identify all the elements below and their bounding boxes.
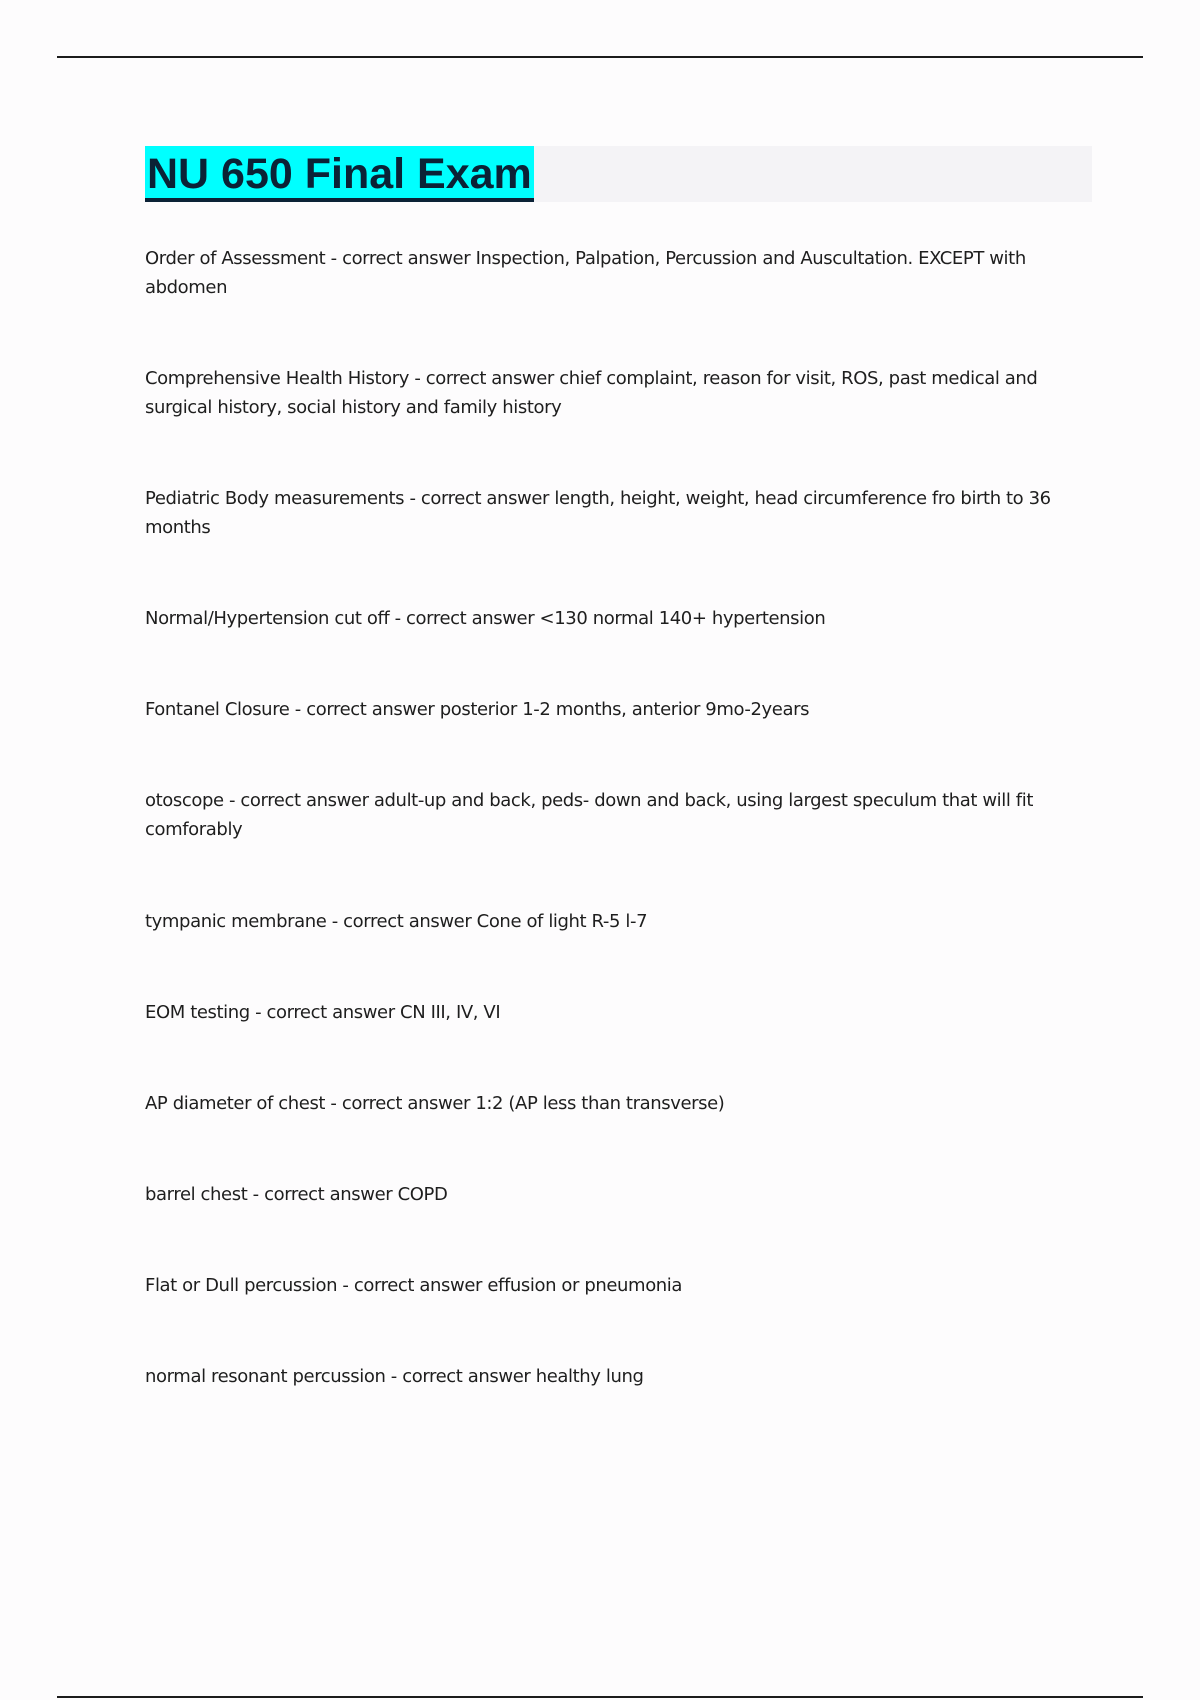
qa-separator: - correct answer <box>325 1093 476 1114</box>
qa-answer: <130 normal 140+ hypertension <box>539 608 826 629</box>
qa-separator: - correct answer <box>249 1002 401 1023</box>
qa-item-hypertension-cut-off <box>145 604 1095 633</box>
qa-separator: - correct answer <box>289 699 440 720</box>
qa-separator: - correct answer <box>326 911 477 932</box>
qa-term: Flat or Dull percussion <box>145 1275 338 1296</box>
qa-item-ap-diameter-of-chest <box>145 1089 1095 1118</box>
qa-answer: effusion or pneumonia <box>487 1275 683 1296</box>
qa-separator: - correct answer <box>247 1184 398 1205</box>
qa-term: EOM testing <box>145 1002 250 1023</box>
qa-separator: - correct answer <box>385 1366 536 1387</box>
qa-term: Comprehensive Health History <box>145 368 410 389</box>
qa-term: barrel chest <box>145 1184 248 1205</box>
qa-item-comprehensive-health-history <box>145 364 1095 422</box>
qa-term: otoscope <box>145 790 224 811</box>
qa-separator: - correct answer <box>337 1275 488 1296</box>
qa-separator: - correct answer <box>389 608 540 629</box>
qa-item-tympanic-membrane <box>145 907 1095 936</box>
qa-term: AP diameter of chest <box>145 1093 326 1114</box>
qa-separator: - correct answer <box>404 488 555 509</box>
qa-answer: 1:2 (AP less than transverse) <box>475 1093 725 1114</box>
qa-item-order-of-assessment <box>145 244 1095 302</box>
qa-item-barrel-chest <box>145 1180 1095 1209</box>
qa-term: Pediatric Body measurements <box>145 488 405 509</box>
qa-item-pediatric-body-measurements <box>145 484 1095 542</box>
qa-term: tympanic membrane <box>145 911 327 932</box>
qa-item-flat-or-dull-percussion <box>145 1271 1095 1300</box>
qa-answer: chief complaint, reason for visit, ROS, past medical and surgical history, social history and family history <box>145 368 1038 418</box>
qa-answer: COPD <box>397 1184 448 1205</box>
top-rule <box>57 56 1143 58</box>
qa-answer: length, height, weight, head circumference fro birth to 36 months <box>145 488 1051 538</box>
qa-answer: CN III, IV, VI <box>400 1002 501 1023</box>
qa-separator: - correct answer <box>223 790 374 811</box>
qa-item-fontanel-closure <box>145 695 1095 724</box>
qa-term: normal resonant percussion <box>145 1366 386 1387</box>
qa-item-otoscope <box>145 786 1095 844</box>
qa-answer: Cone of light R-5 l-7 <box>476 911 648 932</box>
qa-answer: adult-up and back, peds- down and back, using largest speculum that will fit comforably <box>145 790 1033 840</box>
qa-term: Normal/Hypertension cut off <box>145 608 390 629</box>
qa-separator: - correct answer <box>325 248 476 269</box>
qa-answer: posterior 1-2 months, anterior 9mo-2years <box>439 699 810 720</box>
qa-term: Fontanel Closure <box>145 699 290 720</box>
qa-separator: - correct answer <box>409 368 560 389</box>
qa-item-normal-resonant-percussion <box>145 1362 1095 1391</box>
qa-answer: Inspection, Palpation, Percussion and Auscultation. EXCEPT with abdomen <box>145 248 1026 298</box>
qa-term: Order of Assessment <box>145 248 326 269</box>
qa-answer: healthy lung <box>535 1366 644 1387</box>
title-underline <box>145 198 534 202</box>
qa-item-eom-testing <box>145 998 1095 1027</box>
document-title: NU 650 Final Exam <box>145 146 534 202</box>
bottom-rule <box>57 1696 1143 1698</box>
